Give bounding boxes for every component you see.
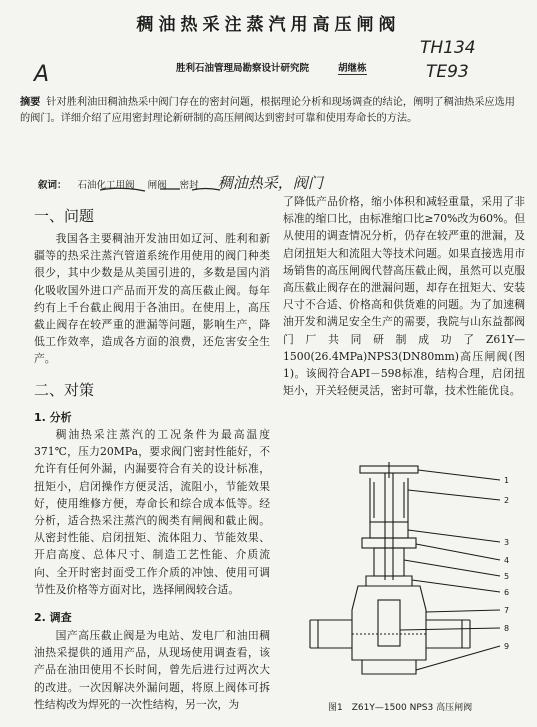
keyword-item: 石油化工用阀 (77, 180, 135, 191)
abstract-label: 摘要 (20, 97, 41, 108)
keyword-item: 闸阀 (147, 180, 167, 191)
callout-label: 6 (504, 588, 510, 597)
right-column-paragraph: 了降低产品价格，缩小体积和减轻重量，采用了非标准的缩口比，由标准缩口比≥70%改为60%。但从使用的调查情况分析，仍存在较严重的泄漏，及启闭扭矩大和流阻大等技术问题。如果直接选用市场销售的高压闸阀代替高压截止阀，虽然可以克服高压截止阀存在的泄漏问题，却存在扭矩大、安装尺寸不合适、价格高和供货难的问题。为了加速稠油开发和满足安全生产的需要，我院与山东益都阀门厂共同研制成功了Z61Y—1500(26.4MPa)NPS3(DN80mm)高压闸阀(图1)。该阀符合API－598标准，结构合理，启闭扭矩小，开关轻便灵活，密封可靠，技术性能优良。 (283, 195, 525, 398)
section-1-heading: 一、问题 (34, 207, 95, 225)
callout-label: 5 (504, 572, 510, 581)
callout-label: 3 (504, 538, 510, 547)
subsection-2-heading: 2. 调查 (34, 611, 72, 624)
section-1-paragraph: 我国各主要稠油开发油田如辽河、胜利和新疆等的热采注蒸汽管道系统作用使用的阀门种类很少，其中少数是从美国引进的，多数是国内消化吸收国外进口产品而开发的高压截止阀。每年约有上千台截止阀用于各油田。在使用上，高压截止阀存在较严重的泄漏等问题，影响生产，降低工作效率，造成各方面的浪费，还危害安全生产。 (34, 232, 270, 366)
callout-label: 1 (504, 476, 510, 485)
author-name (338, 60, 367, 75)
gate-valve-figure (300, 460, 525, 695)
abstract-text: 针对胜利油田稠油热采中阀门存在的密封问题，根据理论分析和现场调查的结论，阐明了稠油热采应选用的阀门。详细介绍了应用密封理论新研制的高压闸阀达到密封可靠和使用寿命长的方法。 (20, 97, 515, 124)
keywords-label: 叙词： (38, 180, 67, 191)
subsection-2-paragraph: 国产高压截止阀是为电站、发电厂和油田稠油热采提供的通用产品，从现场使用调查看，该产品在油田使用不长时间，曾先后进行过两次大的改进。一次因解决外漏问题，将原上阀体可拆性结构改为焊死的一次性结构，另一次，为 (34, 629, 270, 711)
margin-note-left: A (34, 62, 50, 87)
subsection-1-heading: 1. 分析 (34, 411, 72, 424)
margin-note-right-1: TH134 (420, 38, 476, 58)
keywords-handwritten: 稠油热采，阀门 (217, 174, 323, 192)
paper-title: 稠油热采注蒸汽用高压闸阀 (136, 15, 401, 35)
callout-label: 4 (504, 556, 510, 565)
callout-label: 8 (504, 624, 510, 633)
author-text: 胡继栋 (338, 63, 367, 74)
callout-label: 2 (504, 496, 510, 505)
figure-caption: 图1 Z61Y—1500 NPS3 高压闸阀 (328, 703, 473, 713)
section-2-heading: 二、对策 (34, 381, 95, 399)
callout-label: 9 (504, 642, 510, 651)
keyword-item: 密封 (179, 180, 199, 191)
affiliation: 胜利石油管理局勘察设计研究院 (176, 63, 310, 74)
margin-note-right-2: TE93 (426, 62, 469, 82)
callout-label: 7 (504, 606, 510, 615)
abstract (20, 95, 525, 127)
keyword-underline-marks (60, 184, 280, 198)
subsection-1-paragraph: 稠油热采注蒸汽的工况条件为最高温度371℃，压力20MPa，要求阀门密封性能好，不允许有任何外漏，内漏要符合有关的设计标准，扭矩小，启闭操作方便灵活，流阻小，节能效果好，使用维修方便，寿命长和综合成本低等。经分析，适合热采注蒸汽的阀类有闸阀和截止阀。从密封性能、启闭扭矩、流体阻力、节能效果、开启高度、总体尺寸、制造工艺性能、介质流向、全开时密封面受工作介质的冲蚀、使用可调节性及价格等方面对比，选择闸阀较合适。 (34, 428, 270, 596)
